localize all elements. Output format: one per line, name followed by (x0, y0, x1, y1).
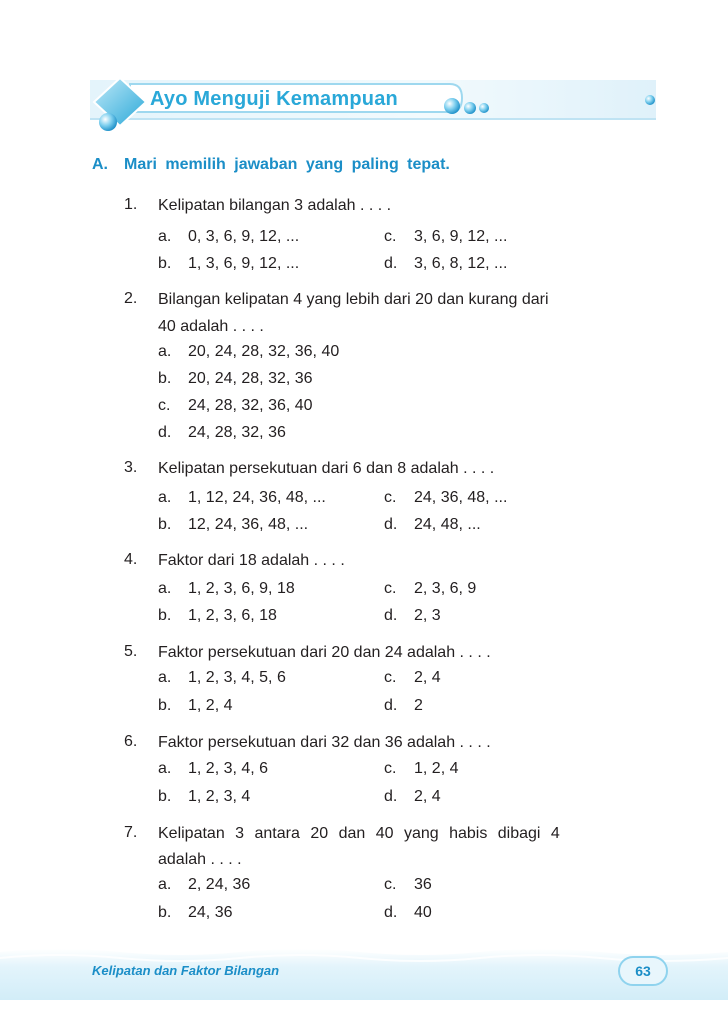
question-number: 2. (124, 290, 138, 307)
option-a (158, 580, 295, 598)
option-letter: c. (384, 228, 397, 245)
option-letter: c. (158, 397, 171, 414)
section-banner (90, 78, 656, 126)
option-b (158, 370, 313, 388)
option-text: 36 (414, 876, 432, 893)
option-letter: b. (158, 255, 172, 272)
option-text: 2, 24, 36 (188, 876, 251, 893)
option-letter: a. (158, 343, 172, 360)
option-text: 1, 2, 3, 4, 6 (188, 760, 269, 777)
option-b (158, 607, 277, 625)
option-text: 1, 12, 24, 36, 48, ... (188, 489, 326, 506)
option-text: 24, 36 (188, 904, 233, 921)
option-a (158, 876, 250, 894)
section-heading (92, 156, 450, 174)
option-text: 24, 36, 48, ... (414, 489, 508, 506)
option-a (158, 760, 268, 778)
option-letter: c. (384, 489, 397, 506)
option-text: 2, 3 (414, 607, 441, 624)
option-text: 1, 3, 6, 9, 12, ... (188, 255, 300, 272)
option-letter: a. (158, 228, 172, 245)
option-text: 0, 3, 6, 9, 12, ... (188, 228, 300, 245)
banner-title: Ayo Menguji Kemampuan (150, 88, 398, 110)
option-letter: d. (384, 904, 398, 921)
question-number: 4. (124, 551, 138, 568)
option-letter: d. (384, 255, 398, 272)
section-letter: A. (92, 156, 108, 173)
option-text: 1, 2, 3, 4 (188, 788, 251, 805)
option-c (158, 397, 313, 415)
option-text: 20, 24, 28, 32, 36, 40 (188, 343, 340, 360)
option-letter: b. (158, 516, 172, 533)
option-letter: a. (158, 580, 172, 597)
question-text: Faktor persekutuan dari 20 dan 24 adalah . . . . (158, 644, 491, 661)
option-c (384, 580, 476, 598)
option-text: 1, 2, 3, 4, 5, 6 (188, 669, 286, 686)
option-letter: d. (384, 516, 398, 533)
page-number: 63 (618, 956, 668, 986)
option-text: 3, 6, 8, 12, ... (414, 255, 508, 272)
section-title: Mari memilih jawaban yang paling tepat. (124, 156, 450, 173)
option-c (384, 228, 507, 246)
question-number: 3. (124, 459, 138, 476)
question-text-continued: 40 adalah . . . . (158, 318, 264, 335)
option-text: 2, 4 (414, 669, 441, 686)
question-text: Kelipatan 3 antara 20 dan 40 yang habis dibagi 4 (158, 825, 560, 842)
option-letter: d. (158, 424, 172, 441)
option-text: 1, 2, 4 (188, 697, 233, 714)
question-number: 6. (124, 733, 138, 750)
option-letter: a. (158, 669, 172, 686)
option-text: 1, 2, 3, 6, 9, 18 (188, 580, 295, 597)
option-d (384, 607, 441, 625)
option-a (158, 489, 326, 507)
option-d (158, 424, 286, 442)
option-letter: b. (158, 904, 172, 921)
option-text: 1, 2, 3, 6, 18 (188, 607, 277, 624)
footer-chapter-title: Kelipatan dan Faktor Bilangan (92, 963, 280, 978)
option-letter: a. (158, 876, 172, 893)
question-text-continued: adalah . . . . (158, 851, 242, 868)
option-text: 20, 24, 28, 32, 36 (188, 370, 313, 387)
option-letter: c. (384, 760, 397, 777)
option-letter: a. (158, 760, 172, 777)
option-b (158, 516, 308, 534)
option-text: 24, 28, 32, 36 (188, 424, 286, 441)
option-text: 1, 2, 4 (414, 760, 459, 777)
option-a (158, 669, 286, 687)
question-number: 5. (124, 643, 138, 660)
option-c (384, 760, 458, 778)
option-d (384, 255, 507, 273)
option-text: 2 (414, 697, 423, 714)
option-d (384, 904, 432, 922)
question-text: Faktor dari 18 adalah . . . . (158, 552, 345, 569)
option-letter: b. (158, 788, 172, 805)
question-text: Kelipatan bilangan 3 adalah . . . . (158, 197, 392, 214)
option-text: 2, 3, 6, 9 (414, 580, 477, 597)
option-c (384, 489, 507, 507)
option-c (384, 876, 432, 894)
option-letter: b. (158, 607, 172, 624)
option-letter: d. (384, 697, 398, 714)
option-b (158, 904, 232, 922)
option-text: 2, 4 (414, 788, 441, 805)
question-number: 7. (124, 824, 138, 841)
option-d (384, 788, 441, 806)
option-b (158, 788, 250, 806)
question-text: Bilangan kelipatan 4 yang lebih dari 20 dan kurang dari (158, 291, 549, 308)
option-text: 3, 6, 9, 12, ... (414, 228, 508, 245)
option-a (158, 343, 339, 361)
question-text: Faktor persekutuan dari 32 dan 36 adalah . . . . (158, 734, 491, 751)
option-b (158, 255, 299, 273)
option-c (384, 669, 441, 687)
option-letter: c. (384, 669, 397, 686)
option-letter: a. (158, 489, 172, 506)
option-letter: d. (384, 607, 398, 624)
option-b (158, 697, 232, 715)
option-text: 12, 24, 36, 48, ... (188, 516, 309, 533)
option-d (384, 697, 423, 715)
option-d (384, 516, 481, 534)
option-text: 40 (414, 904, 432, 921)
question-number: 1. (124, 196, 138, 213)
option-letter: c. (384, 580, 397, 597)
question-text: Kelipatan persekutuan dari 6 dan 8 adalah . . . . (158, 460, 495, 477)
option-text: 24, 28, 32, 36, 40 (188, 397, 313, 414)
option-letter: c. (384, 876, 397, 893)
option-a (158, 228, 299, 246)
option-letter: b. (158, 370, 172, 387)
option-letter: b. (158, 697, 172, 714)
option-letter: d. (384, 788, 398, 805)
option-text: 24, 48, ... (414, 516, 481, 533)
